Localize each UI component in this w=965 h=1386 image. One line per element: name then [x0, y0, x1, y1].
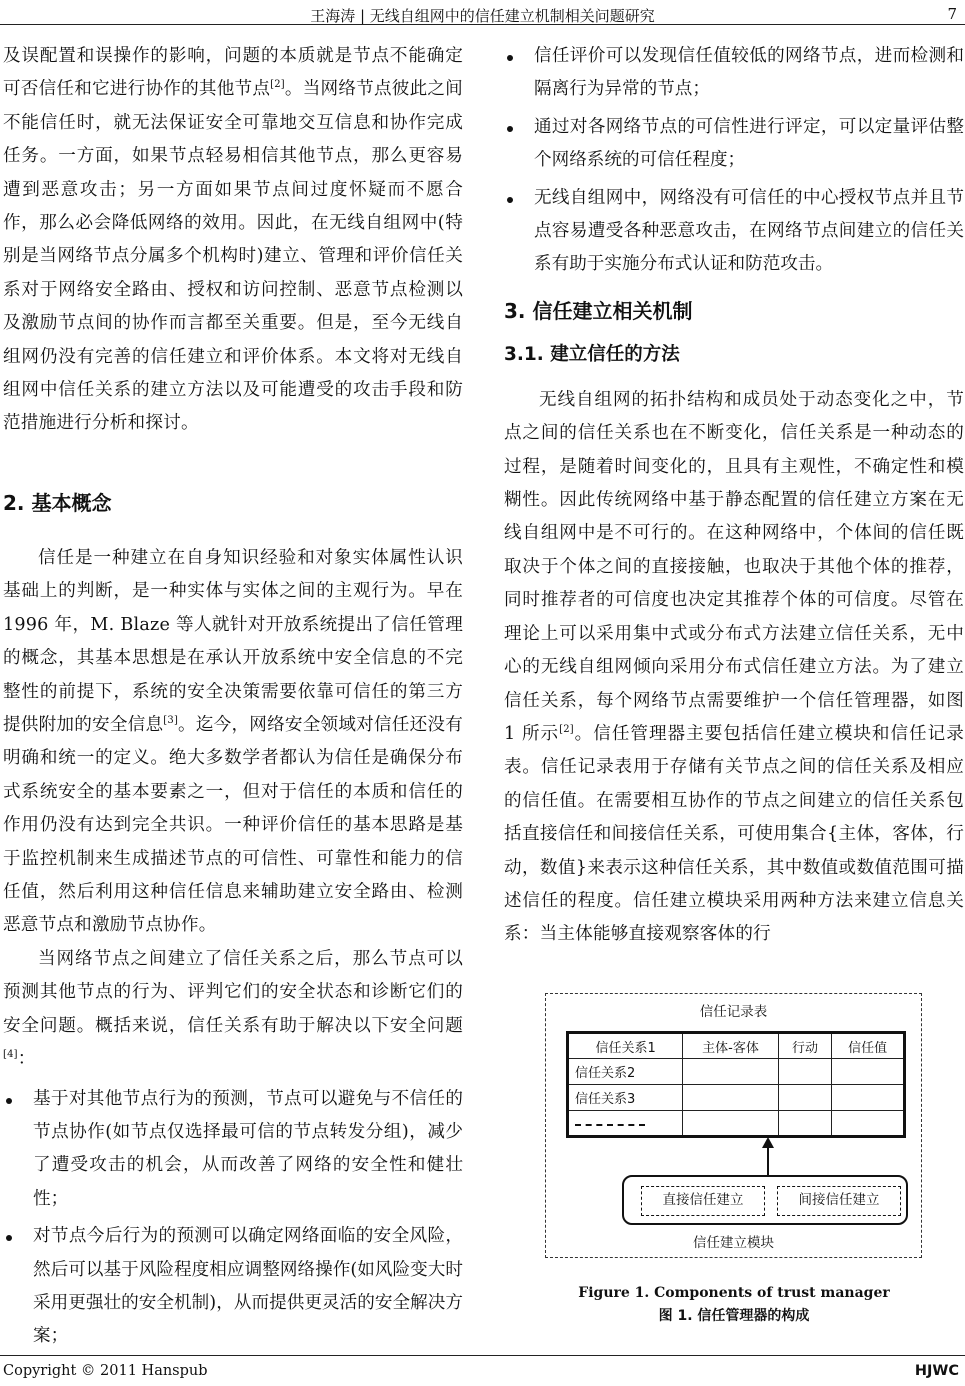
bullet-list	[504, 40, 964, 282]
table-cell	[832, 1085, 905, 1111]
paragraph	[3, 40, 463, 474]
citation[interactable]: [2]	[559, 724, 574, 736]
list-item	[504, 111, 964, 178]
journal-abbrev: HJWC	[914, 1363, 959, 1379]
text-run: 信任是一种建立在自身知识经验和对象实体属性认识基础上的判断，是一种实体与实体之间的主观行为。早在 1996 年，M. Blaze 等人就针对开放系统提出了信任管理的概念，其基本思想是在承认开放系统中安全信息的不完整性的前提下，系统的安全决策需要依靠可信任的第三方提供附加的安全信息	[3, 548, 463, 736]
table-cell	[832, 1111, 905, 1137]
bullet-icon	[507, 126, 513, 132]
table-cell: 信任关系1	[568, 1033, 683, 1059]
trust-module-box	[622, 1175, 908, 1225]
table-cell	[778, 1059, 832, 1085]
text-run: 。信任管理器主要包括信任建立模块和信任记录表。信任记录表用于存储有关节点之间的信任关系及相应的信任值。在需要相互协作的节点之间建立的信任关系包括直接信任和间接信任关系，可使用集合{主体，客体，行动，数值}来表示这种信任关系，其中数值或数值范围可描述信任的程度。信任建立模块采用两种方法来建立信息关系：当主体能够直接观察客体的行	[504, 723, 964, 945]
table-row	[568, 1033, 905, 1059]
list-item	[504, 182, 964, 282]
citation[interactable]: [4]	[3, 1049, 18, 1061]
direct-trust-box: 直接信任建立	[641, 1186, 765, 1216]
table-cell	[683, 1059, 779, 1085]
table-cell: 行动	[778, 1033, 832, 1059]
table-cell	[832, 1059, 905, 1085]
table-cell	[568, 1111, 683, 1137]
table-cell	[683, 1111, 779, 1137]
text-run: 。迄今，网络安全领域对信任还没有明确和统一的定义。绝大多数学者都认为信任是确保分布式系统安全的基本要素之一，但对于信任的本质和信任的作用仍没有达到完全共识。一种评价信任的基本思路是基于监控机制来生成描述节点的可信性、可靠性和能力的信任值，然后利用这种信任信息来辅助建立安全路由、检测恶意节点和激励节点协作。	[3, 715, 463, 936]
right-column	[504, 40, 964, 952]
header-rule	[0, 24, 965, 25]
ellipsis-dashes	[575, 1124, 645, 1126]
bullet-icon	[6, 1235, 12, 1241]
text-run: 当网络节点之间建立了信任关系之后，那么节点可以预测其他节点的行为、评判它们的安全状态和诊断它们的安全问题。概括来说，信任关系有助于解决以下安全问题	[3, 948, 463, 1036]
list-item-text: 基于对其他节点行为的预测，节点可以避免与不信任的节点协作(如节点仅选择最可信的节点转发分组)，减少了遭受攻击的机会，从而改善了网络的安全性和健壮性；	[33, 1088, 463, 1209]
page-number: 7	[947, 5, 957, 23]
subsection-heading: 3.1. 建立信任的方法	[504, 343, 680, 365]
trust-manager-figure	[545, 993, 922, 1258]
table-cell: 主体-客体	[683, 1033, 779, 1059]
text-run: ：	[17, 1049, 36, 1070]
bullet-list	[3, 1083, 463, 1354]
trust-table-title: 信任记录表	[699, 1004, 768, 1020]
running-title: 王海涛 | 无线自组网中的信任建立机制相关问题研究	[310, 7, 655, 25]
text-run: 。当网络节点彼此之间不能信任时，就无法保证安全可靠地交互信息和协作完成任务。一方面，如果节点轻易相信其他节点，那么更容易遭到恶意攻击；另一方面如果节点间过度怀疑而不愿合作，那么必会降低网络的效用。因此，在无线自组网中(特别是当网络节点分属多个机构时)建立、管理和评价信任关系对于网络安全路由、授权和访问控制、恶意节点检测以及激励节点间的协作而言都至关重要。但是，至今无线自组网仍没有完善的信任建立和评价体系。本文将对无线自组网中信任关系的建立方法以及可能遭受的攻击手段和防范措施进行分析和探讨。	[3, 79, 463, 434]
paragraph	[504, 384, 964, 952]
bullet-icon	[507, 55, 513, 61]
list-item	[3, 1220, 463, 1354]
section-heading: 3. 信任建立相关机制	[504, 298, 693, 323]
section-heading: 2. 基本概念	[3, 491, 112, 515]
list-item-text: 对节点今后行为的预测可以确定网络面临的安全风险，然后可以基于风险程度相应调整网络操作(如风险变大时采用更强壮的安全机制)，从而提供更灵活的安全解决方案；	[33, 1226, 463, 1347]
page-footer	[0, 1355, 965, 1386]
list-item	[504, 40, 964, 107]
bullet-icon	[507, 197, 513, 203]
table-row	[568, 1059, 905, 1085]
text-run: 及误配置和误操作的影响，问题的本质就是节点不能确定可否信任和它进行协作的其他节点	[3, 46, 463, 100]
figure-caption-zh: 图 1. 信任管理器的构成	[658, 1308, 810, 1324]
table-cell: 信任值	[832, 1033, 905, 1059]
list-item-text: 信任评价可以发现信任值较低的网络节点，进而检测和隔离行为异常的节点；	[534, 46, 964, 100]
table-cell: 信任关系3	[568, 1085, 683, 1111]
indirect-trust-box: 间接信任建立	[777, 1186, 901, 1216]
table-cell	[683, 1085, 779, 1111]
figure-caption-en: Figure 1. Components of trust manager	[578, 1285, 890, 1301]
page-header	[0, 0, 965, 30]
list-item	[3, 1083, 463, 1217]
citation[interactable]: [2]	[270, 79, 285, 91]
list-item-text: 无线自组网中，网络没有可信任的中心授权节点并且节点容易遭受各种恶意攻击，在网络节点间建立的信任关系有助于实施分布式认证和防范攻击。	[534, 187, 964, 275]
arrow-shaft	[767, 1144, 769, 1176]
table-cell	[778, 1111, 832, 1137]
table-cell	[778, 1085, 832, 1111]
module-label: 信任建立模块	[693, 1235, 774, 1251]
table-row	[568, 1111, 905, 1137]
list-item-text: 通过对各网络节点的可信性进行评定，可以定量评估整个网络系统的可信任程度；	[534, 116, 964, 171]
paragraph	[3, 943, 463, 1077]
table-row	[568, 1085, 905, 1111]
paragraph	[3, 542, 463, 943]
copyright-text: Copyright © 2011 Hanspub	[3, 1363, 208, 1379]
text-run: 无线自组网的拓扑结构和成员处于动态变化之中，节点之间的信任关系也在不断变化，信任关系是一种动态的过程，是随着时间变化的，且具有主观性，不确定性和模糊性。因此传统网络中基于静态配置的信任建立方案在无线自组网中是不可行的。在这种网络中，个体间的信任既取决于个体之间的直接接触，也取决于其他个体的推荐，同时推荐者的可信度也决定其推荐个体的可信度。尽管在理论上可以采用集中式或分布式方法建立信任关系，无中心的无线自组网倾向采用分布式信任建立方法。为了建立信任关系，每个网络节点需要维护一个信任管理器，如图 1 所示	[504, 389, 964, 744]
table-cell: 信任关系2	[568, 1059, 683, 1085]
footer-rule	[0, 1355, 965, 1356]
bullet-icon	[6, 1098, 12, 1104]
trust-record-table	[566, 1031, 906, 1138]
left-column	[3, 40, 463, 1358]
citation[interactable]: [3]	[163, 715, 179, 727]
